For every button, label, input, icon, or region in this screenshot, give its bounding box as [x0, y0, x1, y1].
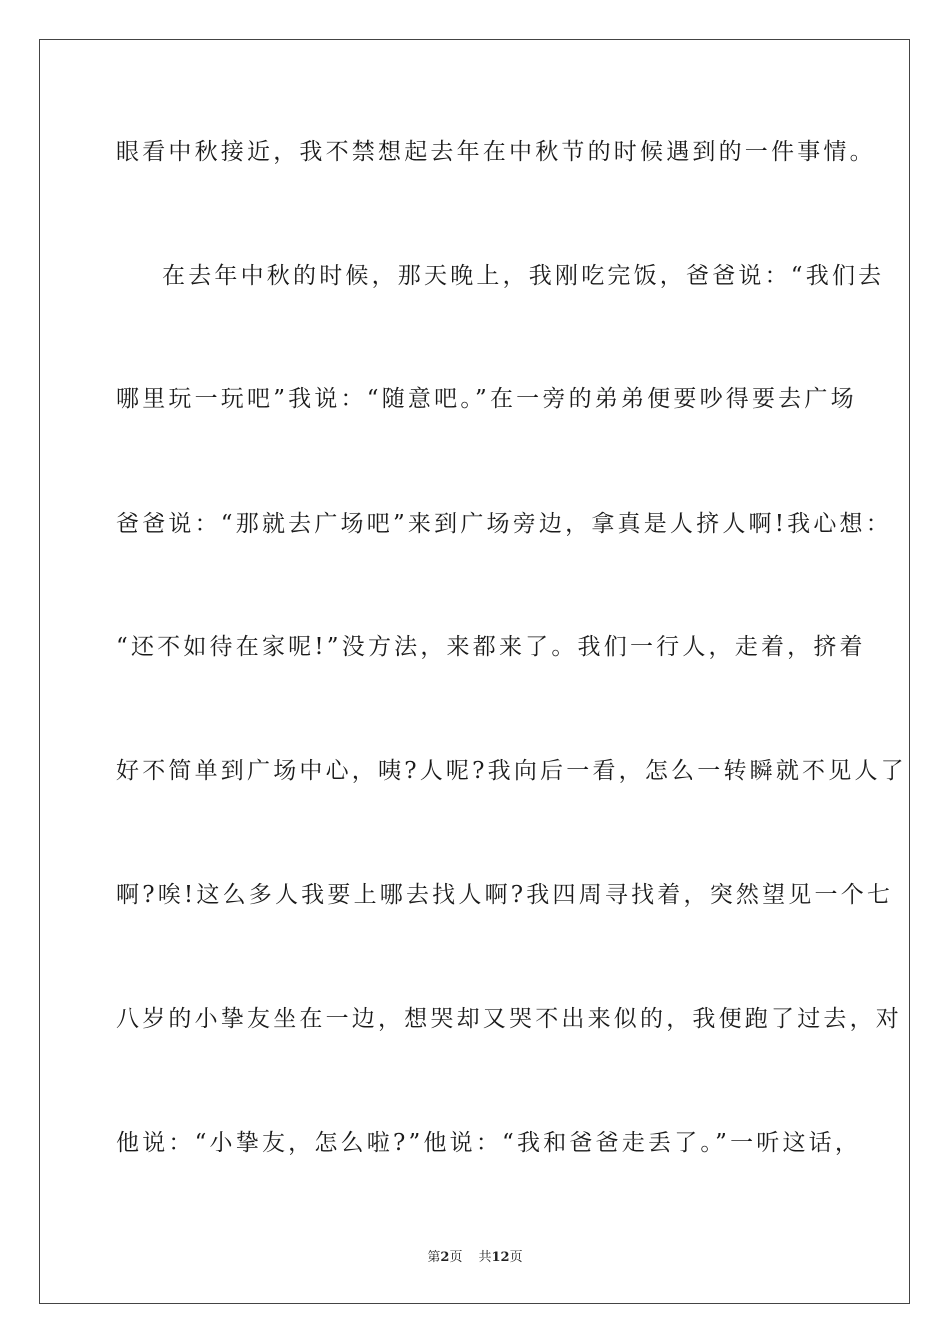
- text-line-6: 好不简单到广场中心，咦?人呢?我向后一看，怎么一转瞬就不见人了: [116, 758, 907, 784]
- page-suffix: 页: [449, 1250, 463, 1265]
- page-total: 12: [491, 1250, 510, 1265]
- page-number: 2: [440, 1250, 450, 1265]
- page-footer: [0, 1246, 950, 1265]
- text-line-3: 哪里玩一玩吧”我说：“随意吧。”在一旁的弟弟便要吵得要去广场: [116, 386, 857, 412]
- text-line-2: 在去年中秋的时候，那天晚上，我刚吃完饭，爸爸说：“我们去: [162, 263, 885, 289]
- text-line-5: “还不如待在家呢!”没方法，来都来了。我们一行人，走着，挤着: [116, 634, 866, 660]
- text-line-7: 啊?唉!这么多人我要上哪去找人啊?我四周寻找着，突然望见一个七: [116, 882, 894, 908]
- text-line-8: 八岁的小挚友坐在一边，想哭却又哭不出来似的，我便跑了过去，对: [116, 1006, 902, 1032]
- total-prefix: 共: [478, 1250, 492, 1265]
- total-suffix: 页: [509, 1250, 523, 1265]
- text-line-9: 他说：“小挚友，怎么啦?”他说：“我和爸爸走丢了。”一听这话，: [116, 1130, 862, 1156]
- page-prefix: 第: [427, 1250, 441, 1265]
- page-border: [39, 39, 910, 1304]
- text-line-1: 眼看中秋接近，我不禁想起去年在中秋节的时候遇到的一件事情。: [116, 139, 876, 165]
- text-line-4: 爸爸说：“那就去广场吧”来到广场旁边，拿真是人挤人啊!我心想：: [116, 511, 892, 537]
